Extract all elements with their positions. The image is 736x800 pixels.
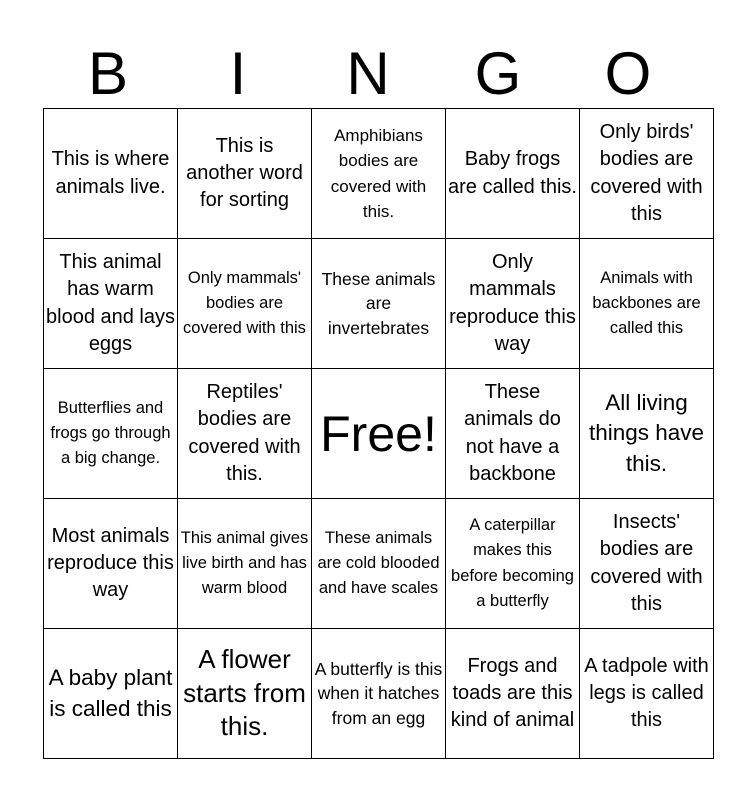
bingo-cell[interactable]	[580, 239, 714, 369]
bingo-header	[43, 40, 693, 108]
bingo-board	[43, 108, 714, 759]
bingo-cell[interactable]	[178, 369, 312, 499]
board-row	[44, 239, 714, 369]
header-letter-g: G	[474, 40, 522, 107]
bingo-cell[interactable]	[178, 109, 312, 239]
board-row	[44, 369, 714, 499]
cell-text: A tadpole with legs is called this	[584, 654, 709, 732]
header-letter-b: B	[87, 40, 129, 107]
bingo-cell[interactable]	[178, 629, 312, 759]
cell-text: Reptiles' bodies are covered with this.	[188, 381, 301, 485]
bingo-cell[interactable]	[580, 109, 714, 239]
bingo-cell[interactable]	[312, 239, 446, 369]
cell-text: Insects' bodies are covered with this	[590, 511, 703, 615]
cell-text: This animal has warm blood and lays eggs	[46, 251, 175, 355]
header-letter-o: O	[604, 40, 652, 107]
cell-text: Only birds' bodies are covered with this	[590, 121, 703, 225]
cell-text: Only mammals' bodies are covered with this	[183, 268, 306, 338]
cell-text: Animals with backbones are called this	[592, 268, 701, 338]
bingo-cell[interactable]	[312, 109, 446, 239]
free-space-label: Free!	[320, 405, 437, 462]
board-row	[44, 499, 714, 629]
bingo-cell[interactable]	[44, 109, 178, 239]
cell-text: Butterflies and frogs go through a big change.	[50, 398, 171, 468]
cell-text: This is another word for sorting	[186, 134, 303, 212]
header-letter-i: I	[229, 40, 247, 107]
bingo-cell[interactable]	[580, 369, 714, 499]
cell-text: Amphibians bodies are covered with this.	[330, 126, 427, 221]
cell-text: Frogs and toads are this kind of animal	[450, 654, 575, 732]
bingo-cell[interactable]	[44, 369, 178, 499]
bingo-cell[interactable]	[580, 629, 714, 759]
cell-text: A flower starts from this.	[183, 643, 306, 742]
bingo-cell[interactable]	[44, 629, 178, 759]
cell-text: A baby plant is called this	[48, 664, 173, 721]
free-space[interactable]	[312, 369, 446, 499]
bingo-cell[interactable]	[178, 499, 312, 629]
cell-text: This animal gives live birth and has warm blood	[180, 528, 309, 598]
board-row	[44, 109, 714, 239]
bingo-cell[interactable]	[446, 499, 580, 629]
bingo-cell[interactable]	[312, 629, 446, 759]
cell-text: Only mammals reproduce this way	[449, 251, 576, 355]
bingo-cell[interactable]	[312, 499, 446, 629]
bingo-cell[interactable]	[44, 239, 178, 369]
cell-text: A caterpillar makes this before becoming a butterfly	[451, 516, 574, 610]
bingo-cell[interactable]	[446, 239, 580, 369]
header-letter-n: N	[346, 40, 390, 107]
cell-text: A butterfly is this when it hatches from an egg	[314, 659, 443, 728]
cell-text: Baby frogs are called this.	[448, 148, 577, 198]
board-row	[44, 629, 714, 759]
cell-text: Most animals reproduce this way	[47, 524, 174, 602]
bingo-cell[interactable]	[178, 239, 312, 369]
cell-text: These animals are cold blooded and have scales	[317, 528, 440, 598]
cell-text: These animals are invertebrates	[321, 269, 436, 338]
cell-text: All living things have this.	[588, 389, 705, 476]
bingo-cell[interactable]	[446, 629, 580, 759]
bingo-cell[interactable]	[446, 369, 580, 499]
bingo-cell[interactable]	[580, 499, 714, 629]
cell-text: This is where animals live.	[51, 148, 170, 198]
bingo-cell[interactable]	[446, 109, 580, 239]
cell-text: These animals do not have a backbone	[464, 381, 561, 485]
bingo-cell[interactable]	[44, 499, 178, 629]
